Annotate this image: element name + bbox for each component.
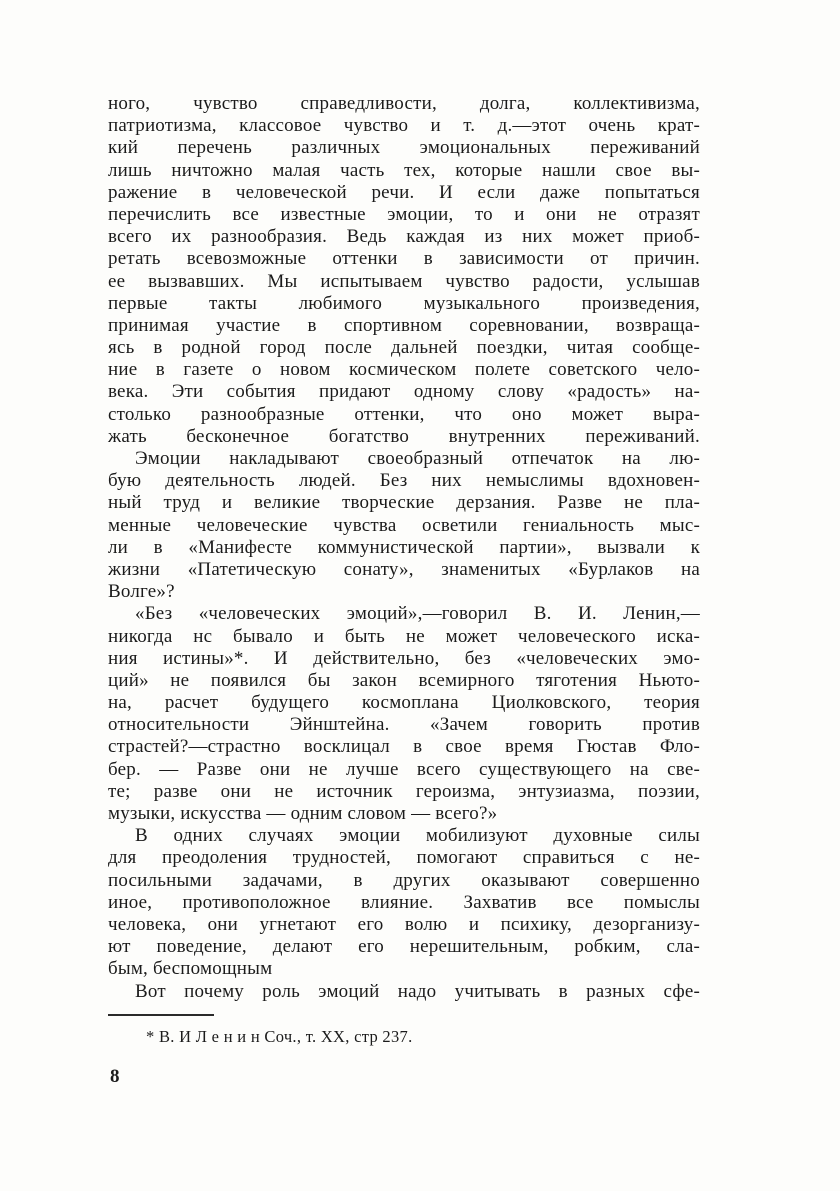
text-line: столько разнообразные оттенки, что оно может выра-: [108, 403, 700, 425]
paragraph: [108, 825, 700, 980]
paragraph: [108, 603, 700, 825]
text-line: принимая участие в спортивном соревновании, возвраща-: [108, 314, 700, 336]
paragraph: [108, 93, 700, 448]
text-line: менные человеческие чувства осветили гениальность мыс-: [108, 514, 700, 536]
text-line: жать бесконечное богатство внутренних переживаний.: [108, 425, 700, 447]
text-line: всего их разнообразия. Ведь каждая из них может приоб-: [108, 226, 700, 248]
text-line: музыки, искусства — одним словом — всего?»: [108, 803, 498, 824]
paragraph: [108, 448, 700, 603]
text-line: человека, они угнетают его волю и психику, дезорганизу-: [108, 913, 700, 935]
text-line: для преодоления трудностей, помогают справиться с не-: [108, 847, 700, 869]
text-line: ния истины»*. И действительно, без «человеческих эмо-: [108, 647, 700, 669]
text-line: ражение в человеческой речи. И если даже попытаться: [108, 181, 700, 203]
text-line: Вот почему роль эмоций надо учитывать в разных сфе-: [135, 980, 700, 1002]
text-line: ного, чувство справедливости, долга, коллективизма,: [108, 93, 700, 114]
text-line: ее вызвавших. Мы испытываем чувство радости, услышав: [108, 270, 700, 292]
text-line: ретать всевозможные оттенки в зависимости от причин.: [108, 248, 700, 270]
footnote-text: * В. И Л е н и н Соч., т. XX, стр 237.: [146, 1027, 413, 1046]
text-line: перечислить все известные эмоции, то и они не отразят: [108, 203, 700, 225]
text-line: кий перечень различных эмоциональных переживаний: [108, 137, 700, 159]
footnote-divider: [108, 1014, 214, 1016]
text-line: посильными задачами, в других оказывают совершенно: [108, 869, 700, 891]
page-number: 8: [110, 1066, 120, 1087]
text-line: Волге»?: [108, 581, 175, 603]
text-line: ный труд и великие творческие дерзания. Разве не пла-: [108, 492, 700, 514]
footnote: [108, 1014, 700, 1047]
text-line: жизни «Патетическую сонату», знаменитых «Бурлаков на: [108, 558, 700, 580]
text-line: те; разве они не источник героизма, энтузиазма, поэзии,: [108, 780, 700, 802]
text-line: ли в «Манифесте коммунистической партии», вызвали к: [108, 536, 700, 558]
text-line: лишь ничтожно малая часть тех, которые нашли свое вы-: [108, 159, 700, 181]
text-line: бым, беспомощным: [108, 958, 273, 980]
text-line: «Без «человеческих эмоций»,—говорил В. И. Ленин,—: [135, 603, 700, 625]
text-line: никогда нс бывало и быть не может человеческого иска-: [108, 625, 700, 647]
text-line: относительности Эйнштейна. «Зачем говорить против: [108, 714, 700, 736]
text-block: [108, 93, 700, 1003]
text-line: века. Эти события придают одному слову «радость» на-: [108, 381, 700, 403]
text-line: ние в газете о новом космическом полете советского чело-: [108, 359, 700, 381]
text-line: Эмоции накладывают своеобразный отпечаток на лю-: [135, 448, 700, 469]
text-line: В одних случаях эмоции мобилизуют духовные силы: [135, 825, 700, 847]
text-line: бер. — Разве они не лучше всего существующего на све-: [108, 758, 700, 780]
text-line: ют поведение, делают его нерешительным, робким, сла-: [108, 936, 700, 958]
text-line: первые такты любимого музыкального произведения,: [108, 292, 700, 314]
paragraph: [108, 981, 700, 1003]
text-line: патриотизма, классовое чувство и т. д.—этот очень крат-: [108, 115, 700, 137]
text-line: на, расчет будущего космоплана Циолковского, теория: [108, 692, 700, 714]
text-line: бую деятельность людей. Без них немыслимы вдохновен-: [108, 470, 700, 492]
text-line: иное, противоположное влияние. Захватив все помыслы: [108, 891, 700, 913]
text-line: ясь в родной город после дальней поездки, читая сообще-: [108, 337, 700, 359]
text-line: страстей?—страстно восклицал в свое время Гюстав Фло-: [108, 736, 700, 758]
text-line: ций» не появился бы закон всемирного тяготения Ньюто-: [108, 669, 700, 691]
